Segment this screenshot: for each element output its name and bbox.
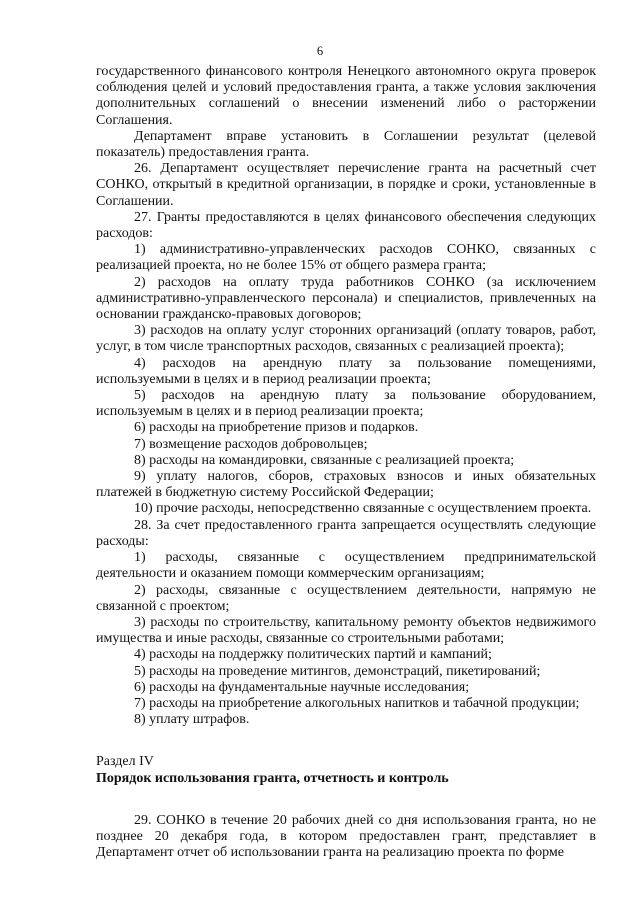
list-item: 7) возмещение расходов добровольцев; — [134, 436, 368, 452]
list-item: 6) расходы на фундаментальные научные исследования; — [134, 679, 470, 695]
paragraph-29: 29. СОНКО в течение 20 рабочих дней со дня использования гранта, но не позднее 20 декабря года, в котором предоставлен грант, представляет в Департамент отчет об использовании гранта на реализацию проекта по форме — [96, 812, 596, 861]
list-item: 2) расходы, связанные с осуществлением деятельности, напрямую не связанной с проектом; — [96, 582, 596, 614]
list-item: 7) расходы на приобретение алкогольных напитков и табачной продукции; — [134, 695, 580, 711]
section-title: Порядок использования гранта, отчетность и контроль — [96, 770, 449, 786]
paragraph-27: 27. Гранты предоставляются в целях финансового обеспечения следующих расходов: — [96, 209, 596, 242]
page-number: 6 — [316, 44, 324, 58]
list-item: 3) расходы по строительству, капитальному ремонту объектов недвижимого имущества и иные расходы, связанные со строительными работами; — [96, 614, 596, 647]
list-item: 5) расходы на проведение митингов, демонстраций, пикетирований; — [134, 663, 541, 679]
list-item: 8) уплату штрафов. — [134, 712, 250, 728]
list-item: 1) административно-управленческих расходов СОНКО, связанных с реализацией проекта, но не более 15% от общего размера гранта; — [96, 242, 596, 274]
paragraph-0: государственного финансового контроля Ненецкого автономного округа проверок соблюдения целей и условий предоставления гранта, а также условия заключения дополнительных соглашений о внесении изменений либо о расторжении Соглашения. — [96, 64, 596, 128]
list-item: 10) прочие расходы, непосредственно связанные с осуществлением проекта. — [134, 501, 592, 517]
list-item: 9) уплату налогов, сборов, страховых взносов и иных обязательных платежей в бюджетную систему Российской Федерации; — [96, 469, 596, 501]
document-body — [96, 64, 596, 861]
list-item: 3) расходов на оплату услуг сторонних организаций (оплату товаров, работ, услуг, в том числе транспортных расходов, связанных с реализацией проекта); — [96, 323, 596, 355]
paragraph-26: 26. Департамент осуществляет перечисление гранта на расчетный счет СОНКО, открытый в кредитной организации, в порядке и сроки, установленные в Соглашении. — [96, 161, 596, 209]
paragraph-28: 28. За счет предоставленного гранта запрещается осуществлять следующие расходы: — [96, 517, 596, 549]
list-item: 1) расходы, связанные с осуществлением предпринимательской деятельности и оказанием помощи коммерческим организациям; — [96, 550, 596, 582]
list-item: 8) расходы на командировки, связанные с реализацией проекта; — [134, 452, 515, 468]
list-item: 5) расходов на арендную плату за пользование оборудованием, используемым в целях и в период реализации проекта; — [96, 388, 596, 420]
section-label: Раздел IV — [96, 754, 154, 770]
paragraph-1: Департамент вправе установить в Соглашении результат (целевой показатель) предоставления гранта. — [96, 128, 596, 161]
list-item: 4) расходов на арендную плату за пользование помещениями, используемыми в целях и в период реализации проекта; — [96, 355, 596, 387]
list-item: 6) расходы на приобретение призов и подарков. — [134, 420, 419, 436]
list-item: 2) расходов на оплату труда работников СОНКО (за исключением административно-управленческого персонала) и специалистов, привлеченных на основании гражданско-правовых договоров; — [96, 274, 596, 323]
list-item: 4) расходы на поддержку политических партий и кампаний; — [134, 647, 492, 663]
